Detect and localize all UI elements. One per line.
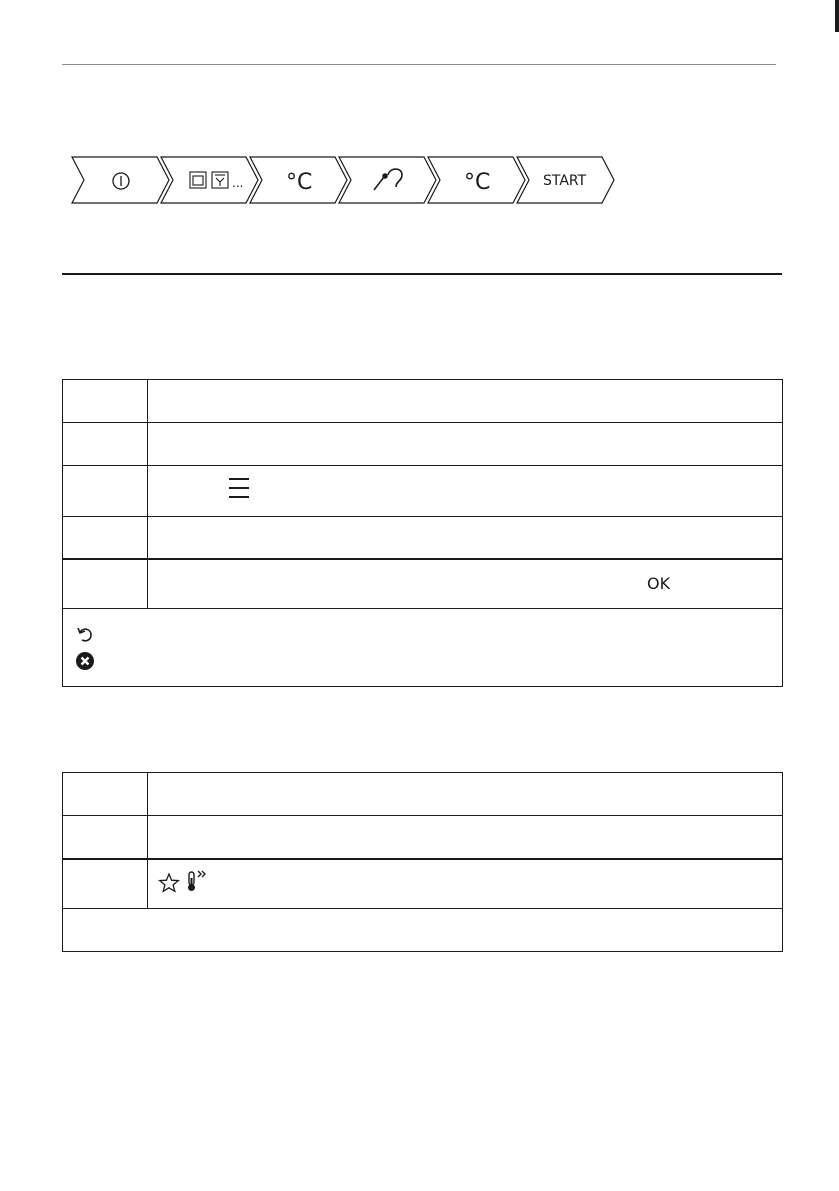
section-divider (62, 273, 782, 275)
step-number-cell (63, 517, 148, 559)
header-rule (62, 64, 776, 65)
footer-cell (63, 909, 783, 952)
table-row (63, 773, 783, 816)
step-text-cell (148, 816, 783, 859)
step-6-start-label: START (543, 173, 587, 189)
ok-label: OK (647, 573, 671, 593)
step-text-cell (148, 517, 783, 559)
step-5-temperature-label: °C (464, 170, 491, 195)
note-line-back (63, 622, 782, 648)
table-row (63, 466, 783, 517)
procedure-table-2 (62, 772, 783, 952)
page-edge-marker (835, 0, 839, 32)
table-row (63, 380, 783, 423)
step-text-cell (148, 559, 783, 609)
table-footer-row (63, 909, 783, 952)
table-row (63, 559, 783, 609)
step-sequence-graphic (72, 155, 617, 205)
step-text-cell (148, 380, 783, 423)
table-row (63, 423, 783, 466)
star-icon (158, 872, 180, 894)
step-number-cell (63, 816, 148, 859)
step-sequence-bar (72, 155, 617, 205)
oven-function-icons (190, 172, 228, 188)
food-probe-icon (374, 169, 402, 190)
power-icon (113, 173, 129, 189)
step-4-chevron (339, 157, 436, 203)
thermometer-fast-heat-icon (186, 868, 212, 894)
step-number-cell (63, 466, 148, 517)
step-number-cell (63, 559, 148, 609)
table-notes-row (63, 609, 783, 687)
cancel-x-icon (75, 651, 95, 671)
table-row (63, 517, 783, 559)
step-text-cell (148, 466, 783, 517)
step-3-temperature-label: °C (286, 170, 313, 195)
step-text-cell (148, 859, 783, 909)
table-row (63, 859, 783, 909)
step-number-cell (63, 773, 148, 816)
note-line-cancel (63, 648, 782, 674)
table-row (63, 816, 783, 859)
back-arrow-icon (75, 625, 95, 645)
step-number-cell (63, 380, 148, 423)
procedure-table-1 (62, 379, 783, 687)
menu-icon (228, 476, 250, 500)
step-text-cell (148, 423, 783, 466)
step-number-cell (63, 859, 148, 909)
step-number-cell (63, 423, 148, 466)
step-2-ellipsis: ... (232, 176, 244, 190)
step-text-cell (148, 773, 783, 816)
notes-cell (63, 609, 783, 687)
